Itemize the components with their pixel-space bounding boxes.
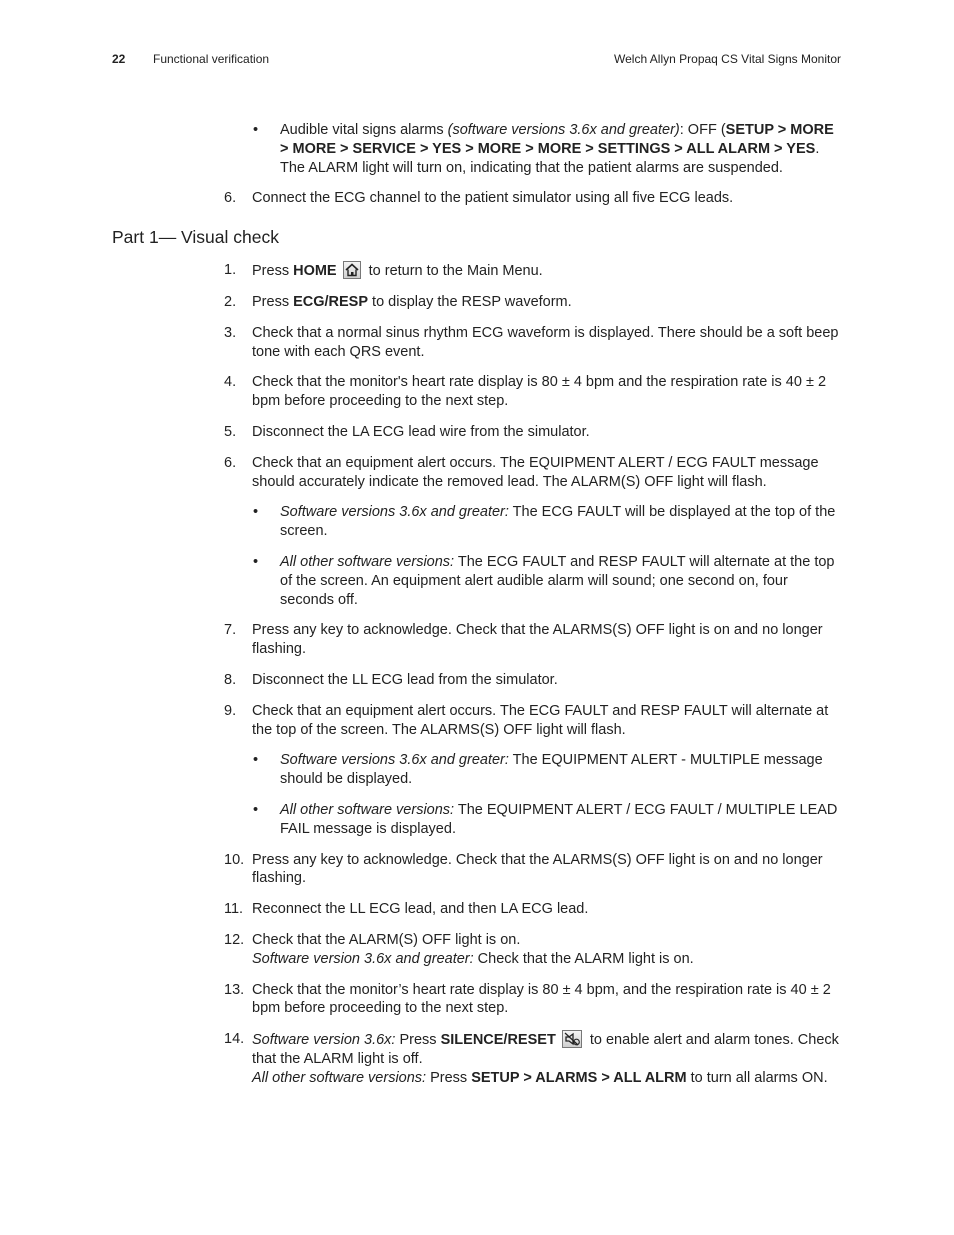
- chapter-title: Functional verification: [153, 52, 270, 66]
- bullet-audible-alarms: • Audible vital signs alarms (software versions 3.6x and greater): OFF (SETUP > MORE > MORE > SERVICE > YES > MORE > MORE > SETTINGS > ALL ALARM > YES. The ALARM light will turn on, indicating that the patient alarms are suspended.: [253, 122, 834, 176]
- step-12: 12. Check that the ALARM(S) OFF light is on. Software version 3.6x and greater: Check that the ALARM light is on.: [224, 931, 694, 967]
- sub-bullet: • All other software versions: The ECG FAULT and RESP FAULT will alternate at the top of the screen. An equipment alert audible alarm will sound; one second on, four seconds off.: [253, 553, 835, 608]
- step-14: 14. Software version 3.6x: Press SILENCE/RESET to enable alert and alarm tones. Check that the ALARM light is off. All other software versions: Press SETUP > ALARMS > ALL ALRM to turn all alarms ON.: [224, 1031, 839, 1086]
- bullet-mark: •: [253, 122, 259, 138]
- step-6: 6. Check that an equipment alert occurs. The EQUIPMENT ALERT / ECG FAULT message should accurately indicate the removed lead. The ALARM(S) OFF light will flash. • Software versions 3.6x and greater: The ECG FAULT will be displayed at the top of the screen. • All other software versions: The ECG FAULT and RESP FAULT will alternate at the top of the screen. An equipment alert audible alarm will sound; one second on, four seconds off.: [112, 454, 842, 610]
- sub-bullet: • All other software versions: The EQUIPMENT ALERT / ECG FAULT / MULTIPLE LEAD FAIL message is displayed.: [253, 801, 838, 837]
- step-8: 8. Disconnect the LL ECG lead from the simulator.: [224, 671, 558, 688]
- step-1: 1. Press HOME to return to the Main Menu.: [224, 262, 543, 280]
- step-2: 2. Press ECG/RESP to display the RESP waveform.: [224, 293, 572, 310]
- section-title: Part 1— Visual check: [112, 227, 279, 248]
- home-icon: [343, 261, 361, 279]
- step-10: 10. Press any key to acknowledge. Check that the ALARMS(S) OFF light is on and no longer flashing.: [224, 851, 823, 887]
- sub-bullet: • Software versions 3.6x and greater: The ECG FAULT will be displayed at the top of the screen.: [253, 504, 836, 540]
- step-13: 13. Check that the monitor’s heart rate display is 80 ± 4 bpm, and the respiration rate is 40 ± 2 bpm before proceeding to the next step.: [224, 981, 831, 1017]
- sub-bullet: • Software versions 3.6x and greater: The EQUIPMENT ALERT - MULTIPLE message should be displayed.: [253, 752, 823, 788]
- document-title: Welch Allyn Propaq CS Vital Signs Monitor: [614, 52, 841, 66]
- step-number: 6.: [224, 190, 237, 207]
- step-connect-ecg: 6. Connect the ECG channel to the patient simulator using all five ECG leads.: [224, 190, 734, 207]
- silence-reset-icon: [562, 1030, 582, 1048]
- step-5: 5. Disconnect the LA ECG lead wire from the simulator.: [224, 423, 590, 440]
- step-9: 9. Check that an equipment alert occurs. The ECG FAULT and RESP FAULT will alternate at the top of the screen. The ALARMS(S) OFF light will flash. • Software versions 3.6x and greater: The EQUIPMENT ALERT - MULTIPLE message should be displayed. • All other software versions: The EQUIPMENT ALERT / ECG FAULT / MULTIPLE LEAD FAIL message is displayed.: [112, 702, 842, 839]
- page-content: [112, 121, 842, 1099]
- step-11: 11. Reconnect the LL ECG lead, and then LA ECG lead.: [224, 901, 589, 918]
- step-4: 4. Check that the monitor's heart rate display is 80 ± 4 bpm and the respiration rate is 40 ± 2 bpm before proceeding to the next step.: [224, 374, 827, 410]
- page-header: [0, 52, 954, 70]
- step-7: 7. Press any key to acknowledge. Check that the ALARMS(S) OFF light is on and no longer flashing.: [224, 622, 823, 658]
- step-3: 3. Check that a normal sinus rhythm ECG waveform is displayed. There should be a soft beep tone with each QRS event.: [224, 324, 839, 360]
- page-number: 22: [112, 52, 126, 66]
